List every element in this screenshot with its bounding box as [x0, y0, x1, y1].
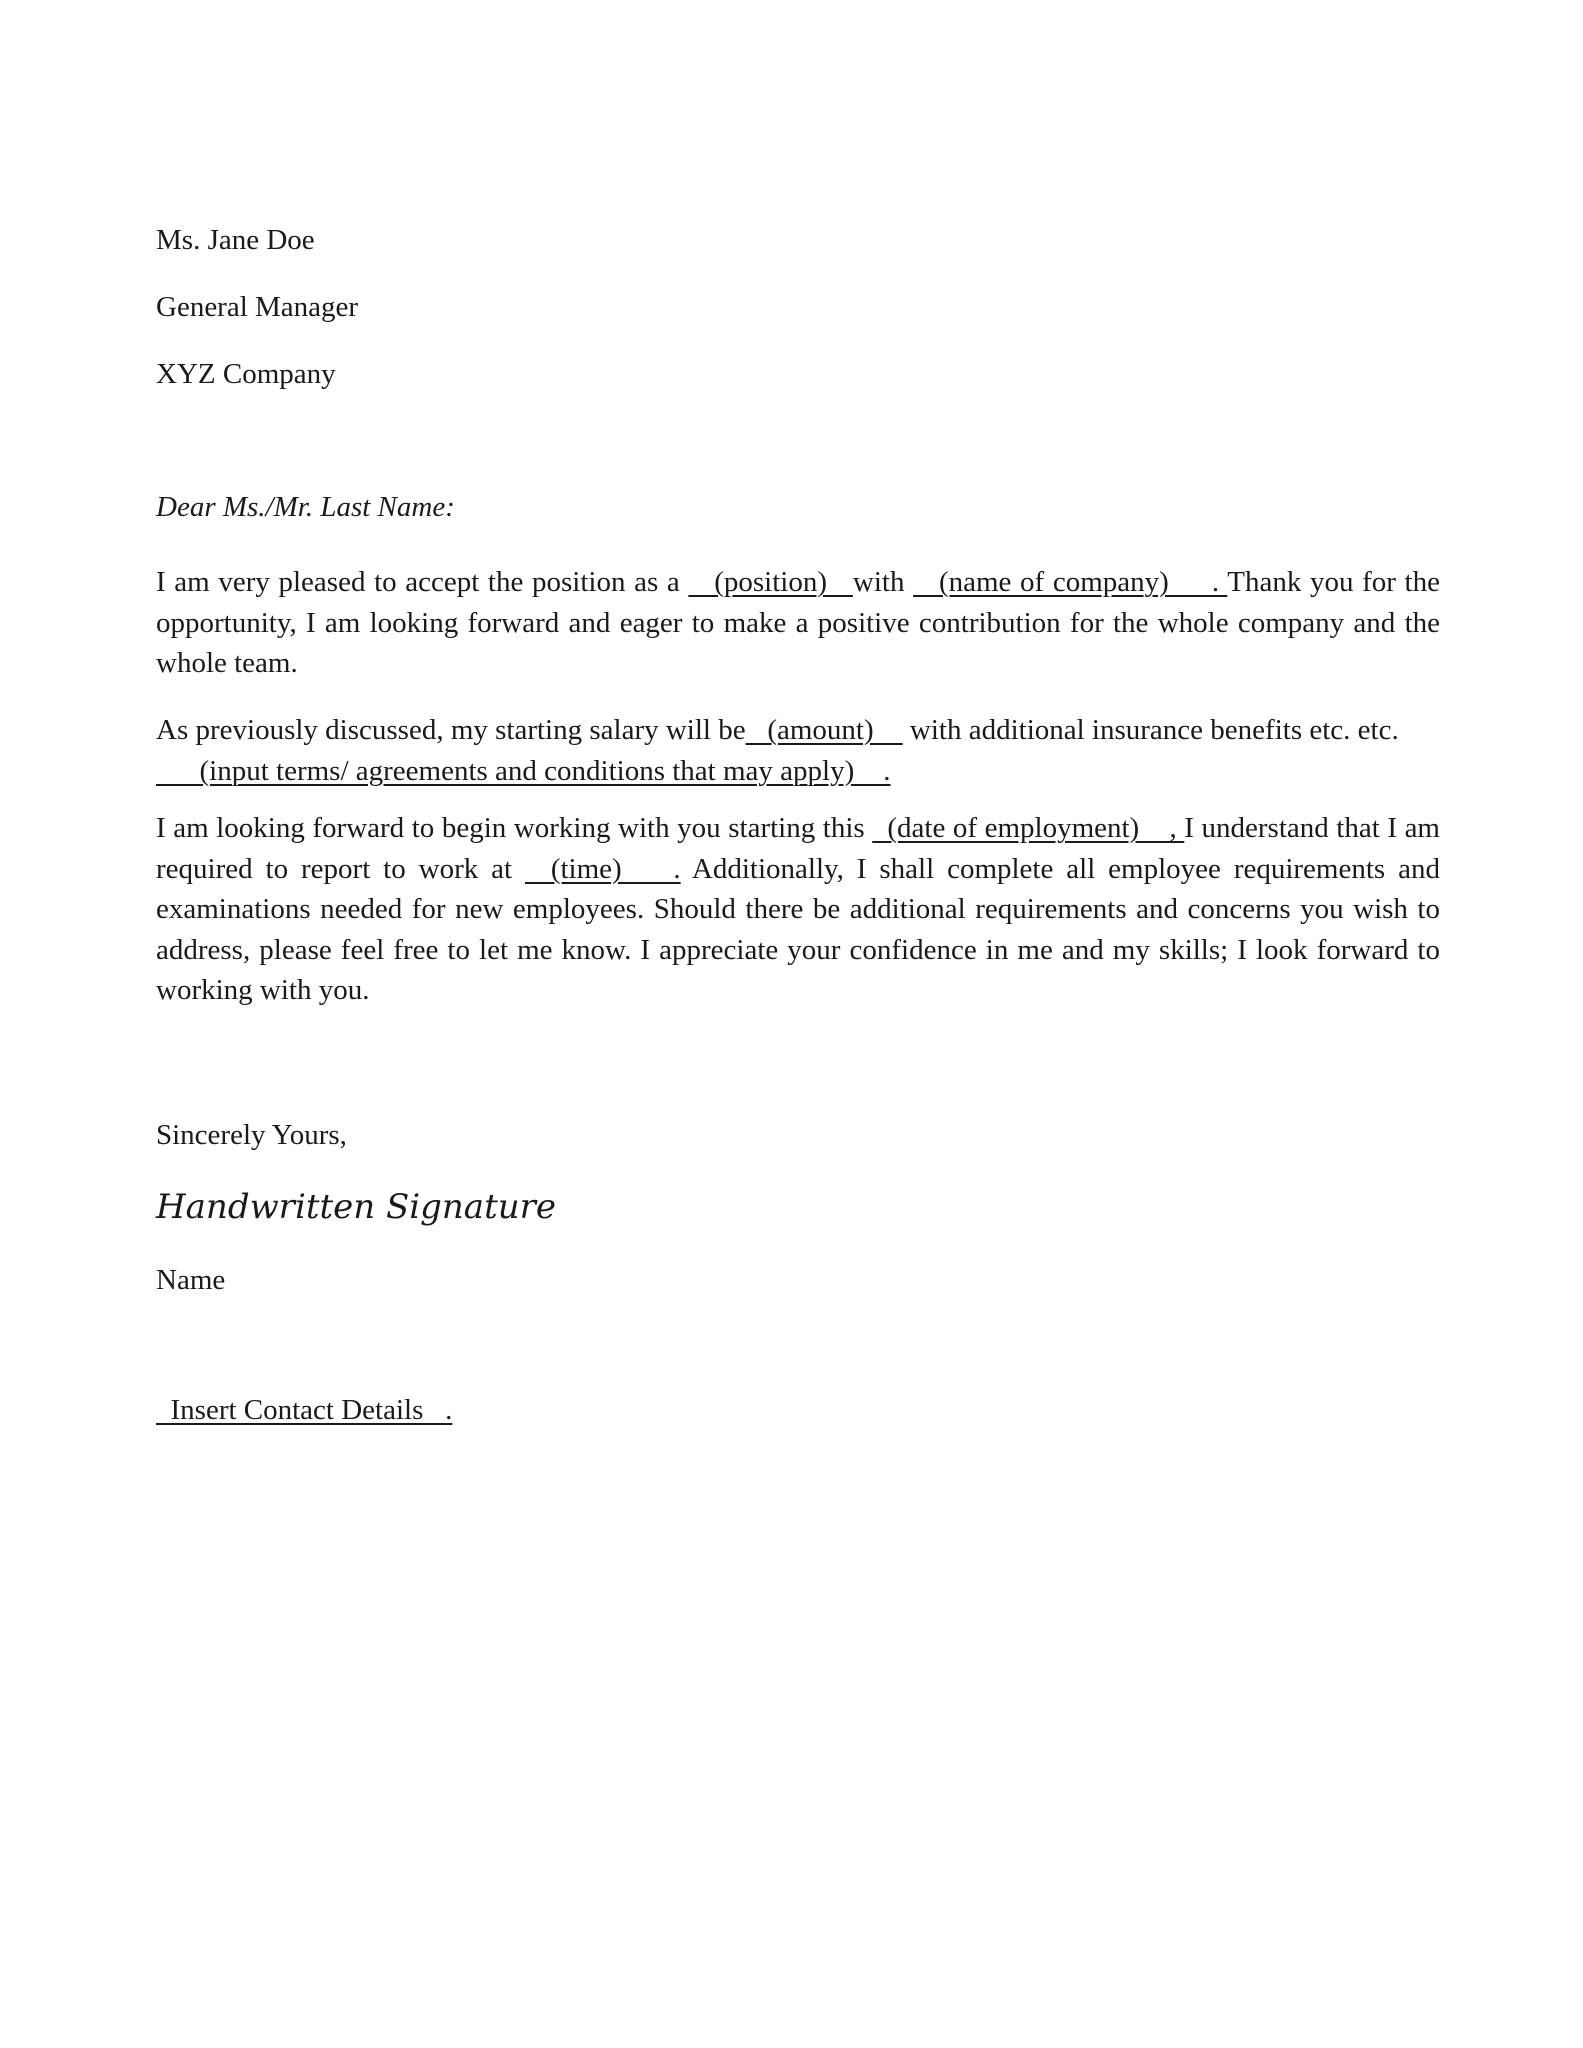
- paragraph-3-text-c: Additionally, I shall complete all employee requirements and examinations needed for new employees. Should there be additional requirements and concerns you wish to address, please feel free to let me know. I appreciate your confidence in me and my skills; I look forward to working with you.: [156, 852, 1440, 1006]
- paragraph-1-text-c: Thank you for the opportunity, I am looking forward and eager to make a positive contribution for the whole company and the whole team.: [156, 566, 1440, 679]
- paragraph-1-text-a: I am very pleased to accept the position as a: [156, 566, 689, 598]
- body-paragraph-2: [156, 710, 1440, 791]
- terms-blank: (input terms/ agreements and conditions that may apply) .: [156, 754, 891, 787]
- body-paragraph-3: [156, 808, 1440, 1011]
- paragraph-2-text-a: As previously discussed, my starting salary will be: [156, 714, 746, 746]
- sender-name: Name: [156, 1264, 226, 1296]
- time-blank: (time) .: [525, 852, 681, 885]
- letter-page: [156, 0, 1440, 2048]
- contact-details-blank: Insert Contact Details .: [156, 1394, 453, 1426]
- company-name-blank: (name of company) .: [913, 566, 1228, 598]
- closing: Sincerely Yours,: [156, 1119, 347, 1151]
- amount-blank: (amount): [745, 714, 903, 746]
- recipient-company: XYZ Company: [156, 358, 336, 390]
- paragraph-3-text-a: I am looking forward to begin working with you starting this: [156, 812, 873, 844]
- salutation: Dear Ms./Mr. Last Name:: [156, 491, 455, 523]
- recipient-title: General Manager: [156, 291, 359, 323]
- contact-details: [156, 1396, 452, 1425]
- paragraph-1-text-b: with: [852, 566, 914, 598]
- paragraph-3-text-b: I understand that I am required to report to work at: [156, 812, 1440, 885]
- employment-date-blank: (date of employment) ,: [872, 812, 1185, 844]
- body-paragraph-1: [156, 562, 1440, 684]
- recipient-name: Ms. Jane Doe: [156, 224, 315, 256]
- position-blank: (position): [688, 566, 853, 598]
- paragraph-2-text-b: with additional insurance benefits etc. etc.: [902, 714, 1399, 746]
- handwritten-signature: Handwritten Signature: [156, 1187, 556, 1227]
